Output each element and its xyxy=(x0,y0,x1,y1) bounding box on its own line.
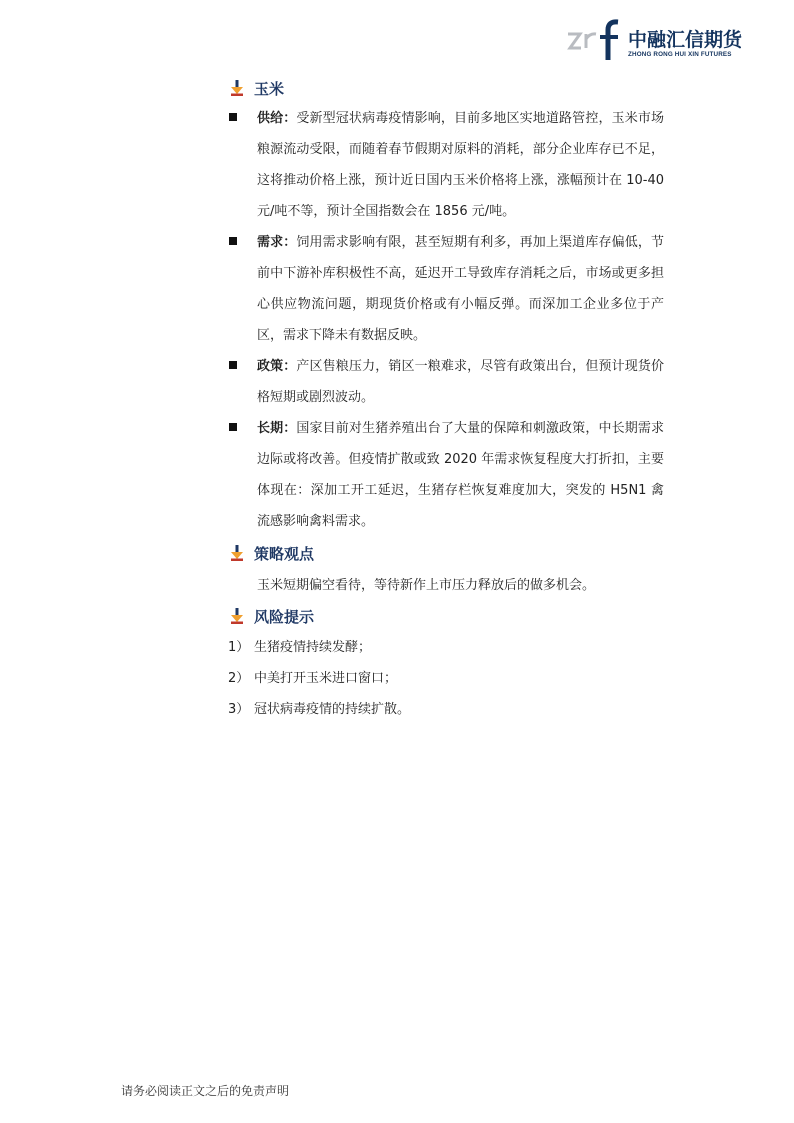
section-arrow-icon xyxy=(228,544,246,562)
risk-text: 中美打开玉米进口窗口； xyxy=(254,671,398,686)
risk-item xyxy=(228,638,371,658)
item-text: 受新型冠状病毒疫情影响，目前多地区实地道路管控，玉米市场粮源流动受限，而随着春节假期对原料的消耗，部分企业库存已不足，这将推动价格上涨，预计近日国内玉米价格将上涨，涨幅预计在 10-40 元/吨不等，预计全国指数会在 1856 元/吨。 xyxy=(257,111,664,219)
disclaimer-footer: 请务必阅读正文之后的免责声明 xyxy=(121,1084,290,1098)
item-text: 产区售粮压力，销区一粮难求，尽管有政策出台，但预计现货价格短期或剧烈波动。 xyxy=(257,359,664,405)
bullet-item-long-term xyxy=(228,413,664,537)
heading-text: 玉米 xyxy=(254,79,285,98)
item-label: 需求： xyxy=(257,235,297,250)
bullet-item-demand xyxy=(228,227,664,351)
item-label: 长期： xyxy=(257,421,297,436)
section-arrow-icon xyxy=(228,607,246,625)
section-heading-strategy xyxy=(228,542,314,564)
item-label: 政策： xyxy=(257,359,297,374)
risk-text: 生猪疫情持续发酵； xyxy=(254,640,372,655)
item-label: 供给： xyxy=(257,111,297,126)
square-bullet-icon xyxy=(229,237,237,245)
bullet-item-policy xyxy=(228,351,664,413)
section-arrow-icon xyxy=(228,79,246,97)
heading-text: 风险提示 xyxy=(254,607,315,626)
logo-mark-icon xyxy=(566,18,626,62)
risk-number: 2） xyxy=(228,671,250,686)
section-heading-corn xyxy=(228,77,284,99)
bullet-item-supply xyxy=(228,103,664,227)
risk-number: 1） xyxy=(228,640,250,655)
strategy-text: 玉米短期偏空看待，等待新作上市压力释放后的做多机会。 xyxy=(257,578,596,593)
heading-text: 策略观点 xyxy=(254,544,315,563)
item-text: 国家目前对生猪养殖出台了大量的保障和刺激政策，中长期需求边际或将改善。但疫情扩散或致 2020 年需求恢复程度大打折扣，主要体现在：深加工开工延迟，生猪存栏恢复难度加大，突发的 H5N1 禽流感影响禽料需求。 xyxy=(257,421,664,529)
square-bullet-icon xyxy=(229,361,237,369)
section-heading-risk xyxy=(228,605,314,627)
square-bullet-icon xyxy=(229,423,237,431)
square-bullet-icon xyxy=(229,113,237,121)
risk-text: 冠状病毒疫情的持续扩散。 xyxy=(254,702,411,717)
risk-item xyxy=(228,669,397,689)
risk-item xyxy=(228,700,410,720)
item-text: 饲用需求影响有限，甚至短期有利多，再加上渠道库存偏低，节前中下游补库积极性不高，延迟开工导致库存消耗之后，市场或更多担心供应物流问题，期现货价格或有小幅反弹。而深加工企业多位于产区，需求下降未有数据反映。 xyxy=(257,235,664,343)
logo-english-name: ZHONG RONG HUI XIN FUTURES xyxy=(628,51,732,58)
risk-number: 3） xyxy=(228,702,250,717)
logo-chinese-name: 中融汇信期货 xyxy=(628,29,743,51)
company-logo xyxy=(566,18,746,62)
